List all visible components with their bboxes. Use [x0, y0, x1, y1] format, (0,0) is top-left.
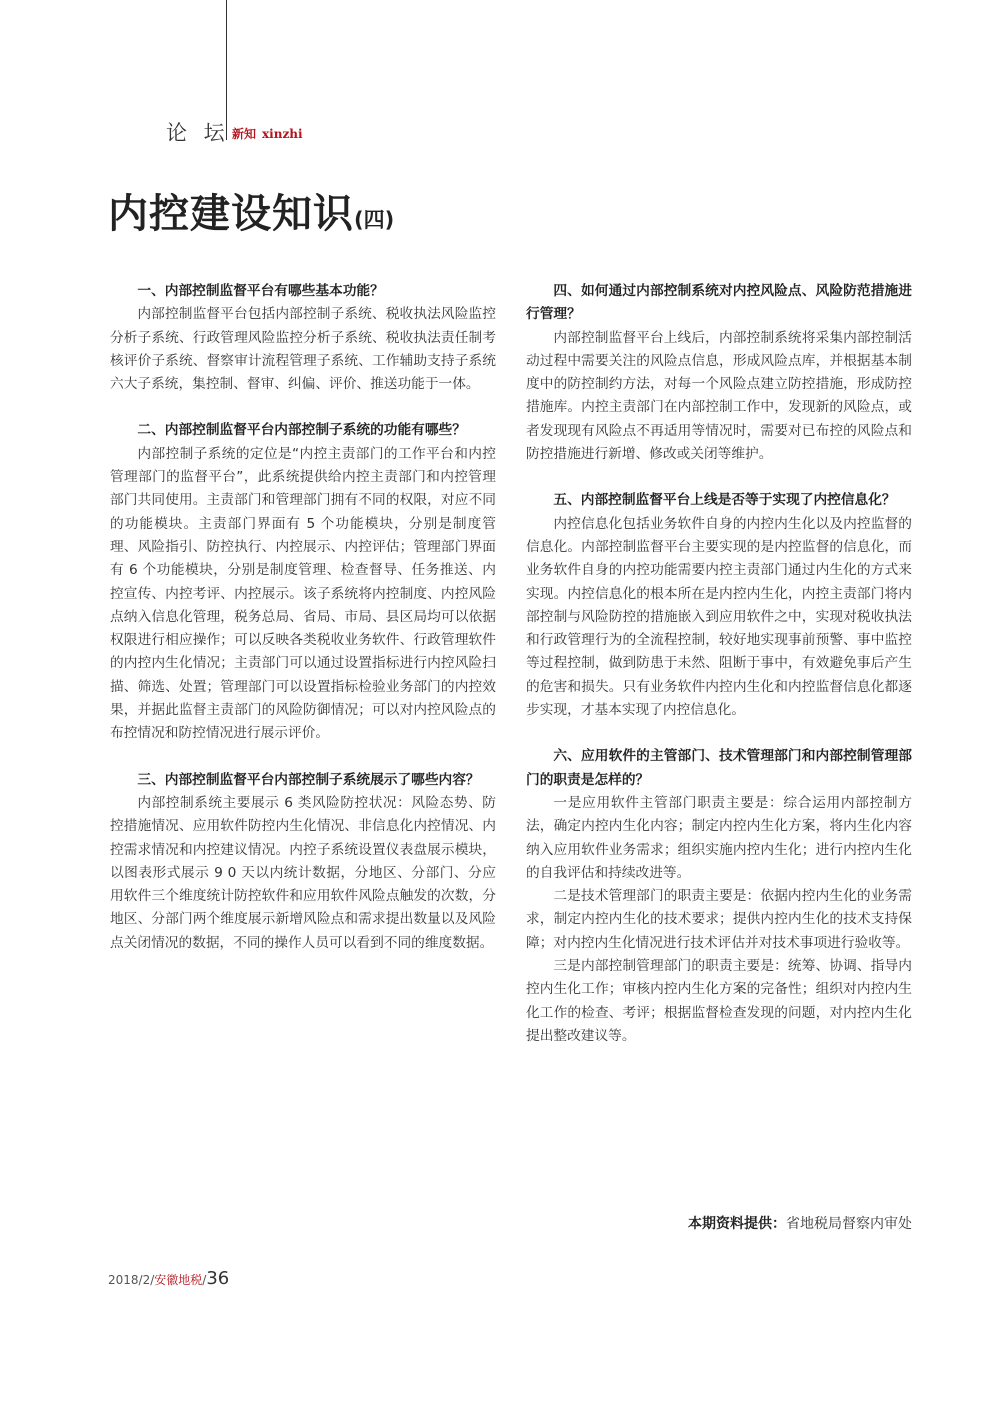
left-column	[110, 280, 496, 955]
question-heading: 三、内部控制监督平台内部控制子系统展示了哪些内容？	[137, 771, 480, 788]
section-sublabel	[232, 125, 303, 142]
question-heading: 六、应用软件的主管部门、技术管理部门和内部控制管理部门的职责是怎样的？	[526, 748, 912, 788]
article-title	[108, 182, 394, 239]
question-heading: 五、内部控制监督平台上线是否等于实现了内控信息化？	[553, 492, 896, 509]
footer-magazine: 安徽地税	[154, 1273, 203, 1287]
question-heading: 二、内部控制监督平台内部控制子系统的功能有哪些？	[137, 422, 466, 439]
answer-paragraph: 三是内部控制管理部门的职责主要是：统筹、协调、指导内控内生化工作；审核内控内生化方案的完备性；组织对内控内生化工作的检查、考评；根据监督检查发现的问题，对内控内生化提出整改建议等。	[526, 958, 912, 1044]
answer-paragraph: 内部控制监督平台包括内部控制子系统、税收执法风险监控分析子系统、行政管理风险监控分析子系统、税收执法责任制考核评价子系统、督察审计流程管理子系统、工作辅助支持子系统六大子系统，集控制、督审、纠偏、评价、推送功能于一体。	[110, 306, 496, 393]
answer-paragraph: 内部控制系统主要展示 6 类风险防控状况：风险态势、防控措施情况、应用软件防控内生化情况、非信息化内控情况、内控需求情况和内控建议情况。内控子系统设置仪表盘展示模块，以图表形式展示 9 0 天以内统计数据，分地区、分部门、分应用软件三个维度统计防控软件和应用软件风险点触发的次数，分地区、分部门两个维度展示新增风险点和需求提出数量以及风险点关闭情况的数据，不同的操作人员可以看到不同的维度数据。	[110, 794, 496, 951]
answer-paragraph: 一是应用软件主管部门职责主要是：综合运用内部控制方法，确定内控内生化内容；制定内控内生化方案，将内生化内容纳入应用软件业务需求；组织实施内控内生化；进行内控内生化的自我评估和持续改进等。	[526, 794, 912, 881]
source-credit	[688, 1213, 912, 1233]
right-column	[526, 280, 912, 1048]
article-title-main: 内控建设知识	[108, 191, 354, 237]
credit-label: 本期资料提供：	[688, 1216, 786, 1232]
answer-paragraph: 内部控制子系统的定位是“内控主责部门的工作平台和内控管理部门的监督平台”，此系统提供给内控主责部门和内控管理部门共同使用。主责部门和管理部门拥有不同的权限，对应不同的功能模块。主责部门界面有 5 个功能模块，分别是制度管理、风险指引、防控执行、内控展示、内控评估；管理部门界面有 6 个功能模块，分别是制度管理、检查督导、任务推送、内控宣传、内控考评、内控展示。该子系统将内控制度、内控风险点纳入信息化管理，税务总局、省局、市局、县区局均可以依据权限进行相应操作；可以反映各类税收业务软件、行政管理软件的内控内生化情况；主责部门可以通过设置指标进行内控风险扫描、筛选、处置；管理部门可以设置指标检验业务部门的内控效果，并据此监督主责部门的风险防御情况；可以对内控风险点的布控情况和防控情况进行展示评价。	[110, 445, 496, 742]
section-sub-en: xinzhi	[262, 127, 303, 141]
answer-paragraph: 内控信息化包括业务软件自身的内控内生化以及内控监督的信息化。内部控制监督平台主要实现的是内控监督的信息化，而业务软件自身的内控功能需要内控主责部门通过内生化的方式来实现。内控信息化的根本所在是内控内生化，内控主责部门将内部控制与风险防控的措施嵌入到应用软件之中，实现对税收执法和行政管理行为的全流程控制，较好地实现事前预警、事中监控等过程控制，做到防患于未然、阻断于事中，有效避免事后产生的危害和损失。只有业务软件内控内生化和内控监督信息化都逐步实现，才基本实现了内控信息化。	[526, 515, 912, 719]
answer-paragraph: 内部控制监督平台上线后，内部控制系统将采集内部控制活动过程中需要关注的风险点信息，形成风险点库，并根据基本制度中的防控制约方法，对每一个风险点建立防控措施，形成防控措施库。内控主责部门在内部控制工作中，发现新的风险点，或者发现现有风险点不再适用等情况时，需要对已布控的风险点和防控措施进行新增、修改或关闭等维护。	[526, 329, 912, 463]
section-label: 论 坛	[166, 121, 230, 145]
article-title-suffix: (四)	[354, 208, 395, 232]
footer-date: 2018/2/	[108, 1273, 155, 1287]
page-number: 36	[206, 1268, 230, 1289]
credit-value: 省地税局督察内审处	[786, 1216, 912, 1232]
section-sub-cn: 新知	[232, 127, 257, 141]
page-footer	[108, 1268, 229, 1289]
footer-separator: /	[202, 1273, 207, 1287]
answer-paragraph: 二是技术管理部门的职责主要是：依据内控内生化的业务需求，制定内控内生化的技术要求；提供内控内生化的技术支持保障；对内控内生化情况进行技术评估并对技术事项进行验收等。	[526, 888, 912, 951]
question-heading: 四、如何通过内部控制系统对内控风险点、风险防范措施进行管理？	[526, 283, 912, 323]
question-heading: 一、内部控制监督平台有哪些基本功能？	[137, 283, 384, 299]
